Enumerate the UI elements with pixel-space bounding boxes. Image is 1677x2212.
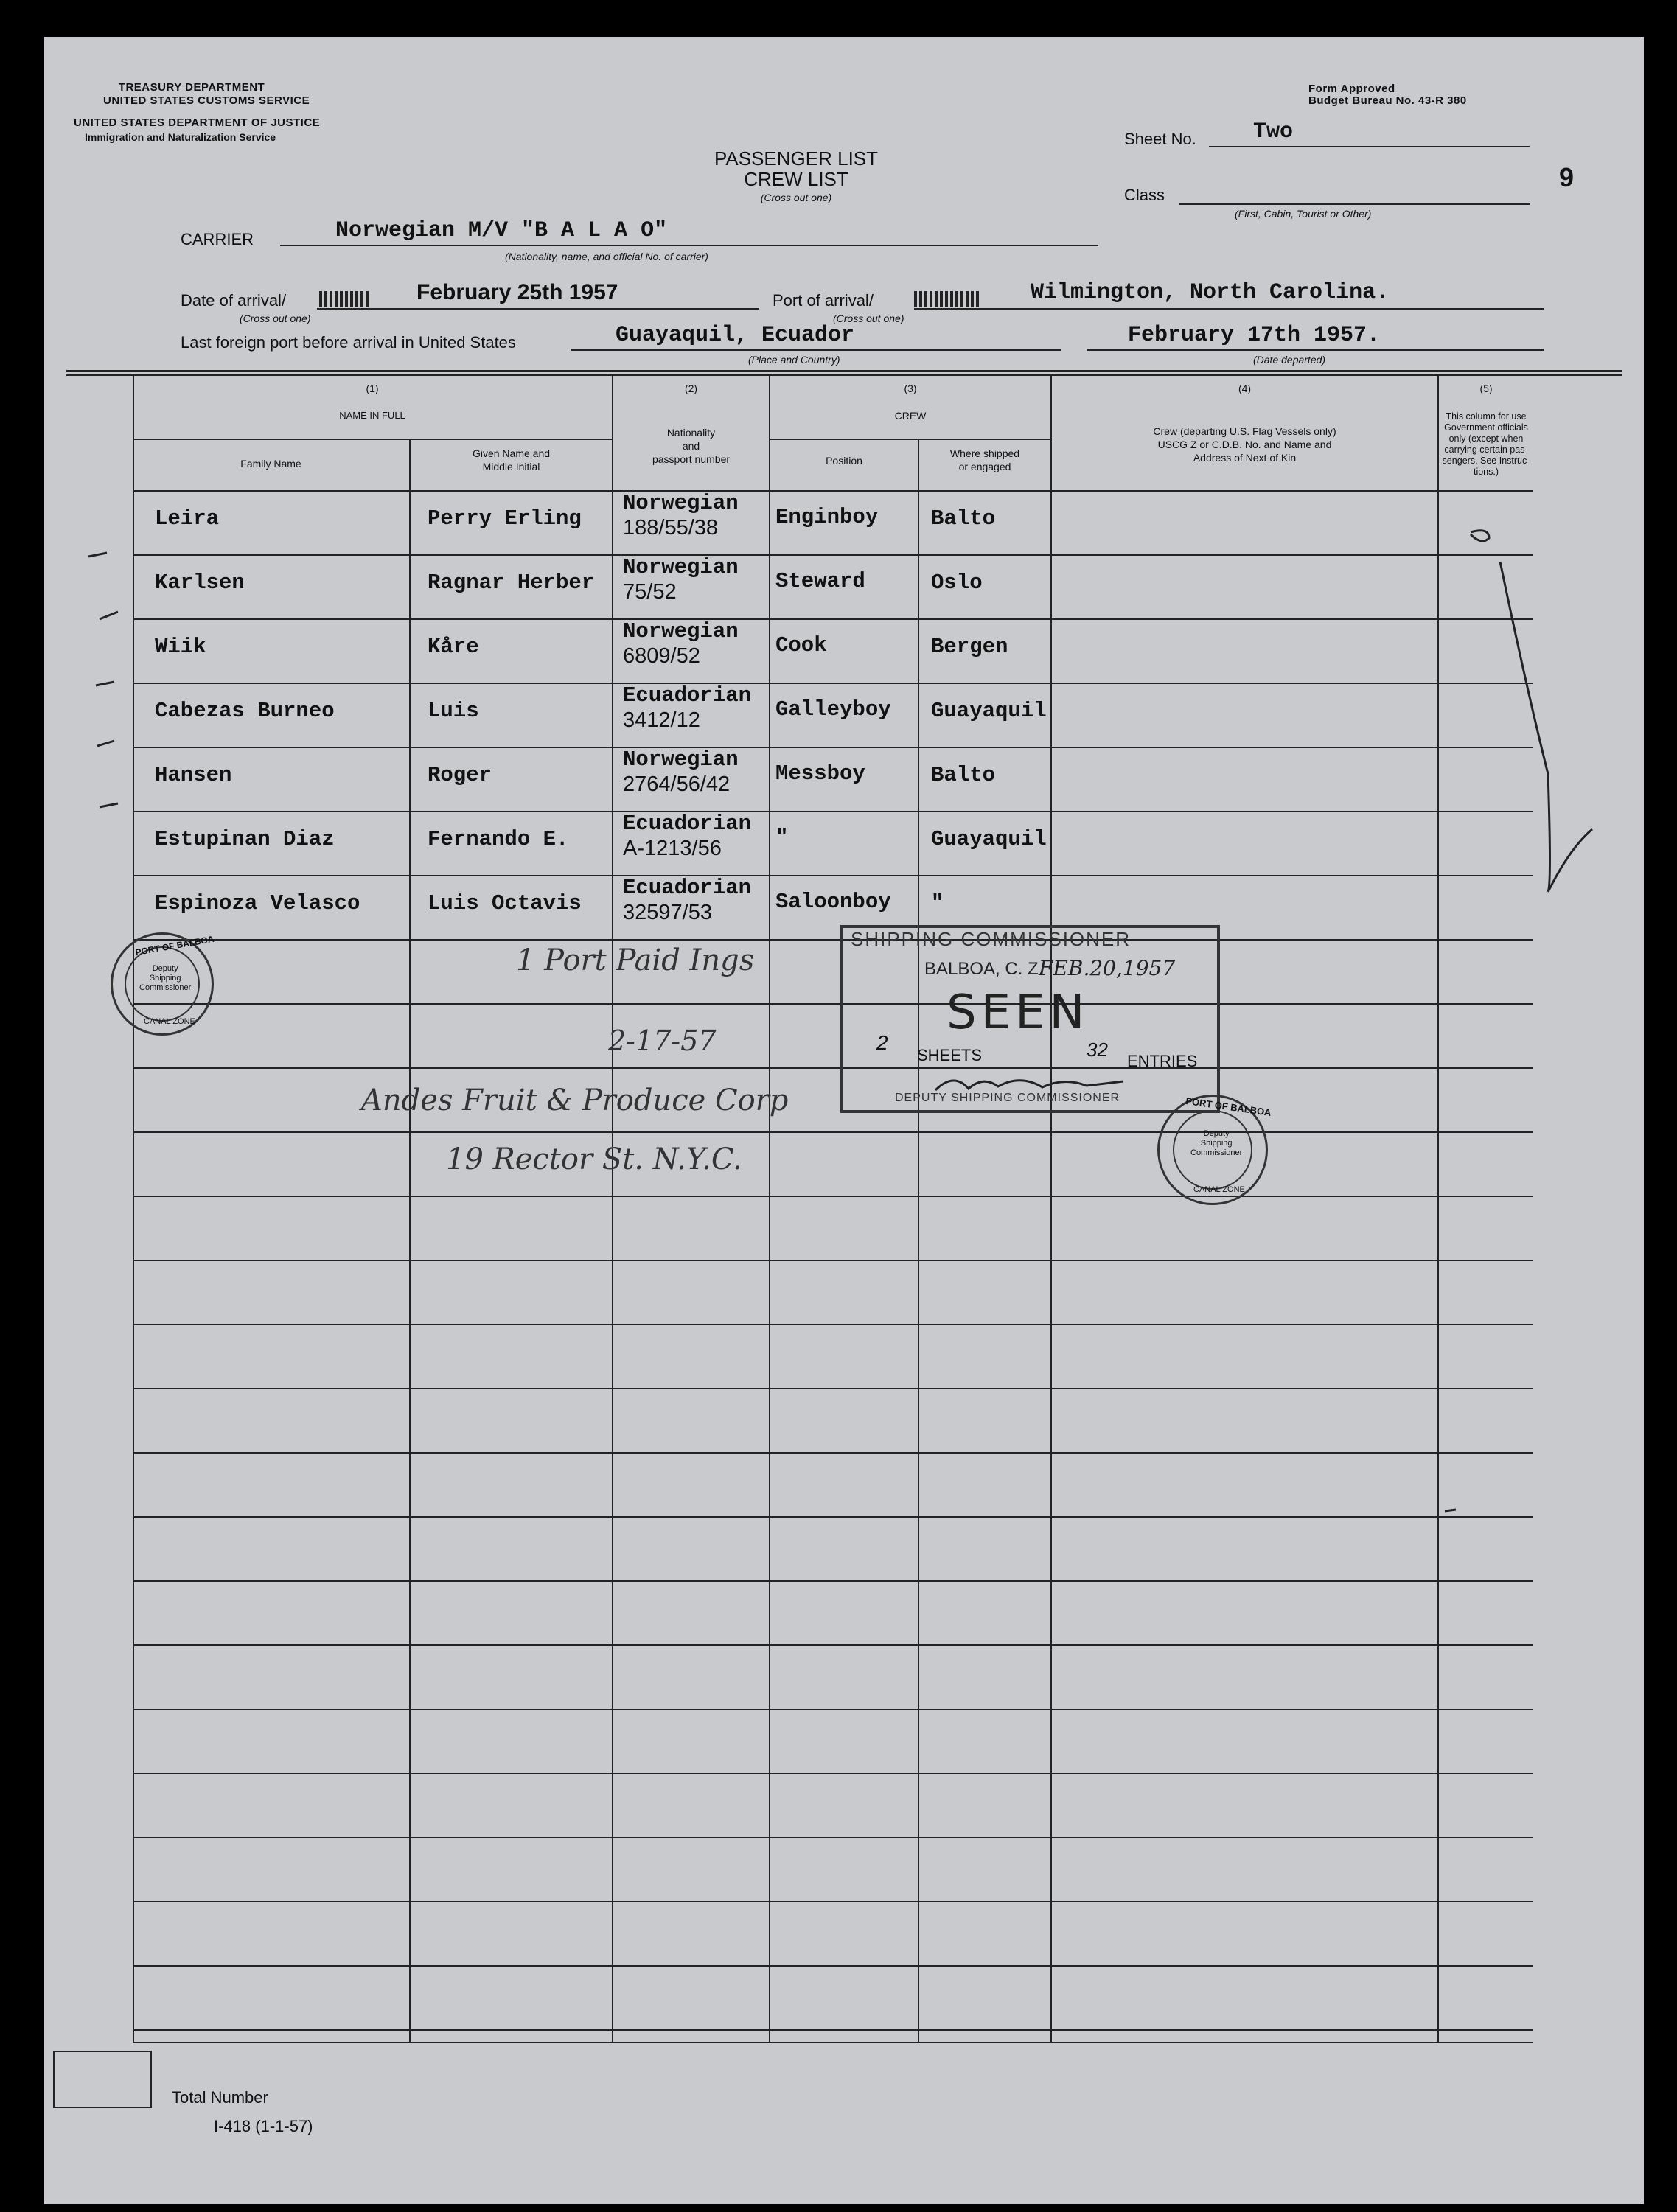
page-number: 9 [1559,162,1575,192]
col2-num: (2) [684,383,698,394]
cell-shipped: Guayaquil [931,827,1047,851]
title-note: (Cross out one) [760,192,832,203]
stamp-date: FEB.20,1957 [1039,956,1176,980]
cell-family: Karlsen [155,571,245,595]
agency-line-3: UNITED STATES DEPARTMENT OF JUSTICE [74,116,321,129]
cell-position: Messboy [775,761,865,786]
class-note: (First, Cabin, Tourist or Other) [1235,208,1372,220]
check-line [1500,562,1592,892]
col1-num: (1) [366,383,379,394]
port-seal-left [111,932,214,1036]
seal-right-bottom: CANAL ZONE [1193,1185,1245,1194]
date-arrival-value: February 25th 1957 [416,280,618,304]
port-arrival-label: Port of arrival/ [773,291,874,310]
carrier-label: CARRIER [181,230,254,248]
col3-num: (3) [904,383,917,394]
departed-value: February 17th 1957. [1128,323,1381,348]
annotation-marks [44,37,1644,2204]
class-label: Class [1124,186,1165,204]
tick-mark [97,741,114,746]
carrier-value: Norwegian M/V "B A L A O" [335,218,668,243]
cell-nationality: Ecuadorian [623,683,752,708]
cell-nationality: Ecuadorian [623,876,752,900]
budget-bureau: Budget Bureau No. 43-R 380 [1308,94,1467,107]
departed-note: (Date departed) [1253,354,1326,366]
cell-passport: 188/55/38 [623,516,719,540]
title-crew-list: CREW LIST [744,168,848,190]
cell-passport: 3412/12 [623,708,700,732]
col5-text: This column for use Government officials only (except when carrying certain pas- sengers. See Instruc- tions.) [1442,411,1530,477]
carrier-note: (Nationality, name, and official No. of carrier) [505,251,708,262]
cell-position: Saloonboy [775,890,891,914]
seen-stamp [840,925,1220,1113]
last-port-label: Last foreign port before arrival in United States [181,333,516,352]
cell-shipped: Guayaquil [931,699,1047,723]
seal-left-bottom: CANAL ZONE [144,1017,195,1026]
seal-right-mid: Deputy Shipping Commissioner [1190,1129,1243,1157]
port-arrival-value: Wilmington, North Carolina. [1031,280,1390,305]
cell-position: Steward [775,569,865,593]
cell-nationality: Norwegian [623,491,739,515]
cell-shipped: Balto [931,763,996,787]
cell-passport: 75/52 [623,580,677,604]
cell-given: Kåre [428,635,479,659]
cell-position: " [775,826,789,850]
col-crew: CREW [894,410,927,422]
cell-family: Hansen [155,763,232,787]
cell-given: Luis Octavis [428,891,582,915]
cell-passport: 2764/56/42 [623,772,731,796]
title-passenger-list: PASSENGER LIST [714,147,879,170]
cell-given: Fernando E. [428,827,569,851]
cell-family: Cabezas Burneo [155,699,335,723]
cell-shipped: Balto [931,506,996,531]
form-sheet [44,37,1644,2204]
col-position: Position [826,455,862,467]
cell-family: Wiik [155,635,206,659]
cell-given: Roger [428,763,492,787]
last-port-note: (Place and Country) [748,354,840,366]
total-number-label: Total Number [172,2088,268,2107]
agency-line-2: UNITED STATES CUSTOMS SERVICE [103,94,310,107]
cell-passport: A-1213/56 [623,837,722,860]
check-scribble [1471,531,1489,541]
sheet-label: Sheet No. [1124,130,1196,148]
stamp-entries: ENTRIES [1127,1052,1198,1070]
cell-family: Leira [155,506,220,531]
cell-position: Cook [775,633,827,657]
stamp-entries-num: 32 [1087,1039,1108,1061]
handwriting-line-2: 2-17-57 [608,1025,717,1057]
tick-mark [96,682,114,685]
seal-right-outer: PORT OF BALBOA [1185,1095,1272,1119]
cell-family: Estupinan Diaz [155,827,335,851]
cell-shipped: Oslo [931,571,983,595]
cell-passport: 32597/53 [623,901,712,924]
last-port-value: Guayaquil, Ecuador [616,323,855,348]
col-family-name: Family Name [240,458,301,470]
port-seal-right [1157,1095,1272,1205]
total-number-box [53,2051,152,2108]
handwriting-line-1: 1 Port Paid Ings [516,943,755,977]
col-given-name: Given Name and Middle Initial [472,447,551,472]
col-nationality: Nationality and passport number [652,427,731,465]
cell-given: Perry Erling [428,506,582,531]
stamp-seen: SEEN [946,985,1089,1040]
col-shipped: Where shipped or engaged [949,447,1020,472]
form-number: I-418 (1-1-57) [214,2117,313,2135]
stamp-place: BALBOA, C. Z. [924,959,1044,979]
col1-title: NAME IN FULL [339,410,405,421]
cell-shipped: Bergen [931,635,1008,659]
cell-nationality: Norwegian [623,747,739,772]
port-arrival-note: (Cross out one) [833,313,904,324]
seal-left-mid: Deputy Shipping Commissioner [139,964,192,992]
cell-position: Galleyboy [775,697,891,722]
date-arrival-label: Date of arrival/ [181,291,287,310]
col4-num: (4) [1238,383,1252,394]
sheet-value: Two [1253,119,1294,144]
tick-mark [100,612,118,619]
form-approved: Form Approved [1308,83,1395,95]
agency-line-4: Immigration and Naturalization Service [85,131,276,143]
handwriting-line-3: Andes Fruit & Produce Corp [361,1084,789,1117]
stamp-bottom: DEPUTY SHIPPING COMMISSIONER [895,1092,1120,1104]
tick-mark [100,803,118,807]
cell-passport: 6809/52 [623,644,700,668]
date-arrival-note: (Cross out one) [240,313,311,324]
cell-shipped: " [931,891,944,915]
col5-num: (5) [1479,383,1493,394]
seal-left-outer: PORT OF BALBOA [134,933,215,958]
stamp-top: SHIPPING COMMISSIONER [851,928,1132,950]
col4-text: Crew (departing U.S. Flag Vessels only) USCG Z or C.D.B. No. and Name and Address of Next of Kin [1153,425,1336,464]
stamp-sheets: SHEETS [917,1046,983,1064]
cell-family: Espinoza Velasco [155,891,360,915]
tick-mark [88,553,107,557]
agency-line-1: TREASURY DEPARTMENT [118,81,265,94]
stamp-sheets-num: 2 [876,1031,888,1054]
cell-nationality: Ecuadorian [623,812,752,836]
cell-position: Enginboy [775,505,879,529]
cell-given: Luis [428,699,479,723]
dash-mark [1445,1510,1456,1511]
cell-nationality: Norwegian [623,555,739,579]
cell-nationality: Norwegian [623,619,739,643]
handwriting-line-4: 19 Rector St. N.Y.C. [446,1142,742,1176]
cell-given: Ragnar Herber [428,571,595,595]
